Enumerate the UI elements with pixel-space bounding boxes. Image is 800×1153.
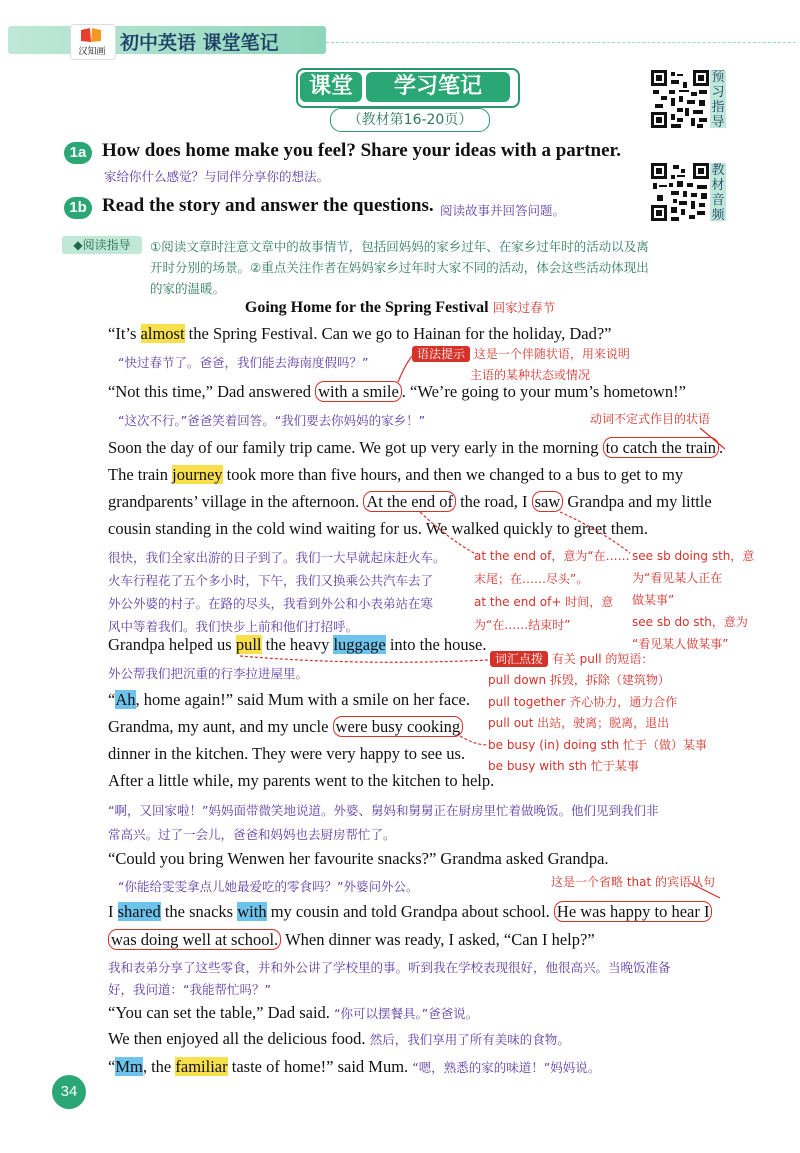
note-line: “看见某人做某事” — [632, 637, 729, 651]
story-line — [108, 436, 723, 460]
text-run: “It’s — [108, 324, 141, 343]
story-line — [108, 490, 712, 514]
note-line: see sb do sth，意为 — [632, 615, 748, 629]
text-run: When dinner was ready, I asked, “Can I help?” — [281, 930, 595, 949]
circled-phrase: were busy cooking — [333, 716, 464, 737]
text-run: . — [719, 438, 724, 457]
story-line — [108, 1001, 478, 1026]
text-run: We then enjoyed all the delicious food. — [108, 1029, 366, 1048]
highlight-word: Mm — [115, 1057, 143, 1076]
text-run: “Not this time,” Dad answered — [108, 382, 316, 401]
story-line: “Could you bring Wenwen her favourite snacks?” Grandma asked Grandpa. — [108, 849, 609, 868]
text-run: grandparents’ village in the afternoon. — [108, 492, 364, 511]
text-run: Soon the day of our family trip came. We got up very early in the morning — [108, 438, 603, 457]
text-run: The train — [108, 465, 173, 484]
story-title-cn: 回家过春节 — [492, 300, 556, 315]
note-line: 末尾；在……尽头”。 — [474, 572, 589, 586]
translation-line: 我和表弟分享了这些零食，并和外公讲了学校里的事。听到我在学校表现很好，他很高兴。当晚饭准备 — [108, 960, 671, 975]
story-translation: “这次不行。”爸爸笑着回答。“我们要去你妈妈的家乡！” — [118, 413, 426, 428]
inline-translation: “嗯，熟悉的家的味道！”妈妈说。 — [412, 1060, 601, 1075]
object-clause-note: 这是一个省略 that 的宾语从句 — [551, 875, 715, 889]
story-line: dinner in the kitchen. They were very happy to see us. — [108, 744, 466, 763]
story-translation — [108, 799, 658, 847]
note-line: at the end of，意为“在…… — [474, 549, 630, 563]
highlight-word: with — [237, 902, 267, 921]
at-the-end-of-note — [474, 545, 630, 637]
story-line: cousin standing in the cold wind waiting for us. We walked quickly to greet them. — [108, 519, 649, 538]
grammar-note-line-2: 主语的某种状态或情况 — [470, 368, 591, 382]
translation-line: 常高兴。过了一会儿，爸爸和妈妈也去厨房帮忙了。 — [108, 827, 396, 842]
vocab-item: pull together 齐心协力，通力合作 — [488, 694, 678, 709]
text-run: , home again!” said Mum with a smile on her face. — [135, 690, 470, 709]
text-run: “ — [108, 1057, 116, 1076]
task-question-1b: Read the story and answer the questions. — [102, 195, 434, 216]
vocab-title: 有关 pull 的短语： — [551, 652, 654, 666]
note-line: 为“看见某人正在 — [632, 571, 723, 585]
highlight-word: luggage — [333, 635, 386, 654]
qr-code-icon[interactable] — [651, 163, 709, 221]
section-title-part-a: 课堂 — [300, 72, 362, 102]
highlight-word: almost — [140, 324, 185, 343]
story-translation: “你能给雯雯拿点儿她最爱吃的零食吗？”外婆问外公。 — [118, 879, 419, 894]
translation-line: 火车行程花了五个多小时，下午，我们又换乘公共汽车去了 — [108, 573, 434, 588]
note-line: 做某事” — [632, 593, 675, 607]
task-badge-1b: 1b — [64, 197, 92, 219]
translation-line: 外公外婆的村子。在路的尽头，我看到外公和小表弟站在寒 — [108, 596, 434, 611]
qr-label-audio: 教材音频 — [711, 163, 725, 223]
reading-guide-line: 的家的温暖。 — [150, 281, 226, 296]
circled-phrase: with a smile — [315, 381, 402, 402]
reading-guide-text — [150, 236, 740, 299]
text-run: took more than five hours, and then we changed to a bus to get to my — [222, 465, 684, 484]
task-translation-1b: 阅读故事并回答问题。 — [440, 203, 566, 218]
story-line — [108, 1027, 570, 1052]
text-run: my cousin and told Grandpa about school. — [266, 902, 554, 921]
book-series-title: 初中英语 课堂笔记 — [120, 32, 279, 54]
story-line — [108, 900, 712, 924]
translation-line: 好，我问道：“我能帮忙吗？” — [108, 982, 271, 997]
qr-label-preview: 预习指导 — [711, 70, 725, 130]
text-run: Grandpa and my little — [563, 492, 712, 511]
circled-phrase: saw — [532, 491, 564, 512]
textbook-pages: （教材第16-20页） — [330, 108, 490, 132]
story-line — [108, 380, 686, 404]
vocab-item: pull down 拆毁，拆除（建筑物） — [488, 673, 670, 687]
highlight-word: Ah — [115, 690, 136, 709]
story-title-en: Going Home for the Spring Festival — [244, 299, 489, 316]
text-run: the road, I — [455, 492, 532, 511]
task-translation-1a: 家给你什么感觉？与同伴分享你的想法。 — [104, 169, 330, 184]
grammar-tag: 语法提示 — [412, 346, 470, 362]
circled-phrase: was doing well at school. — [108, 929, 281, 950]
text-run: “ — [108, 690, 116, 709]
reading-guide-line: 开时分别的场景。②重点关注作者在妈妈家乡过年时大家不同的活动，体会这些活动体现出 — [150, 260, 649, 275]
story-title — [0, 298, 800, 317]
section-title-part-b: 学习笔记 — [366, 72, 510, 102]
note-line: at the end of+ 时间，意 — [474, 595, 614, 609]
reading-guide-tag: ◆阅读指导 — [62, 236, 142, 254]
vocab-item: be busy with sth 忙于某事 — [488, 759, 639, 773]
text-run: . “We’re going to your mum’s hometown!” — [401, 382, 686, 401]
header-divider — [326, 42, 796, 43]
text-run: the heavy — [261, 635, 334, 654]
highlight-word: pull — [235, 635, 262, 654]
task-badge-1a: 1a — [64, 142, 92, 164]
text-run: the Spring Festival. Can we go to Hainan for the holiday, Dad?” — [184, 324, 612, 343]
text-run: Grandma, my aunt, and my uncle — [108, 717, 333, 736]
vocab-item: pull out 出站，驶离；脱离，退出 — [488, 716, 670, 730]
circled-phrase: He was happy to hear I — [554, 901, 713, 922]
vocab-list — [488, 670, 707, 778]
story-line — [108, 322, 611, 346]
text-run: into the house. — [385, 635, 487, 654]
text-run: I — [108, 902, 118, 921]
text-run: the snacks — [160, 902, 238, 921]
see-sb-note — [632, 545, 754, 655]
highlight-word: familiar — [175, 1057, 228, 1076]
story-line — [108, 633, 487, 657]
vocab-tag: 词汇点拨 — [490, 651, 548, 667]
story-line — [108, 715, 463, 739]
inline-translation: “你可以摆餐具。”爸爸说。 — [334, 1006, 479, 1021]
inline-translation: 然后，我们享用了所有美味的食物。 — [369, 1032, 570, 1047]
circled-phrase: At the end of — [363, 491, 456, 512]
text-run: , the — [142, 1057, 176, 1076]
story-line — [108, 688, 470, 712]
vocab-item: be busy (in) doing sth 忙于（做）某事 — [488, 737, 708, 752]
qr-code-icon[interactable] — [651, 70, 709, 128]
infinitive-note: 动词不定式作目的状语 — [590, 412, 711, 426]
note-line: 为“在……结束时” — [474, 618, 571, 632]
task-question-1a: How does home make you feel? Share your ideas with a partner. — [102, 140, 621, 161]
page-number: 34 — [52, 1075, 86, 1109]
translation-line: 很快，我们全家出游的日子到了。我们一大早就起床赶火车。 — [108, 550, 446, 565]
translation-line: “啊，又回家啦！”妈妈面带微笑地说道。外婆、舅妈和舅舅正在厨房里忙着做晚饭。他们见到我们非 — [108, 803, 659, 818]
highlight-word: journey — [172, 465, 223, 484]
logo-text: 汉知画 — [78, 47, 106, 57]
story-line — [108, 1055, 600, 1080]
book-logo-icon — [80, 27, 102, 43]
text-run: Grandpa helped us — [108, 635, 236, 654]
highlight-word: shared — [117, 902, 161, 921]
text-run: “You can set the table,” Dad said. — [108, 1003, 330, 1022]
story-translation — [108, 957, 671, 1001]
story-translation: 外公帮我们把沉重的行李拉进屋里。 — [108, 666, 309, 681]
translation-line: 风中等着我们。我们快步上前和他们打招呼。 — [108, 619, 359, 634]
text-run: taste of home!” said Mum. — [227, 1057, 409, 1076]
vocab-note-header — [490, 650, 653, 668]
note-line: see sb doing sth，意 — [632, 549, 755, 563]
circled-phrase: to catch the train — [603, 437, 719, 458]
story-line — [108, 928, 595, 952]
story-translation — [108, 546, 446, 638]
story-line: After a little while, my parents went to the kitchen to help. — [108, 771, 495, 790]
story-line — [108, 463, 683, 487]
story-translation: “快过春节了。爸爸，我们能去海南度假吗？” — [118, 355, 369, 370]
reading-guide-line: ①阅读文章时注意文章中的故事情节，包括回妈妈的家乡过年、在家乡过年时的活动以及离 — [150, 239, 649, 254]
grammar-note — [412, 345, 712, 363]
grammar-note-line-1: 这是一个伴随状语，用来说明 — [473, 347, 630, 361]
